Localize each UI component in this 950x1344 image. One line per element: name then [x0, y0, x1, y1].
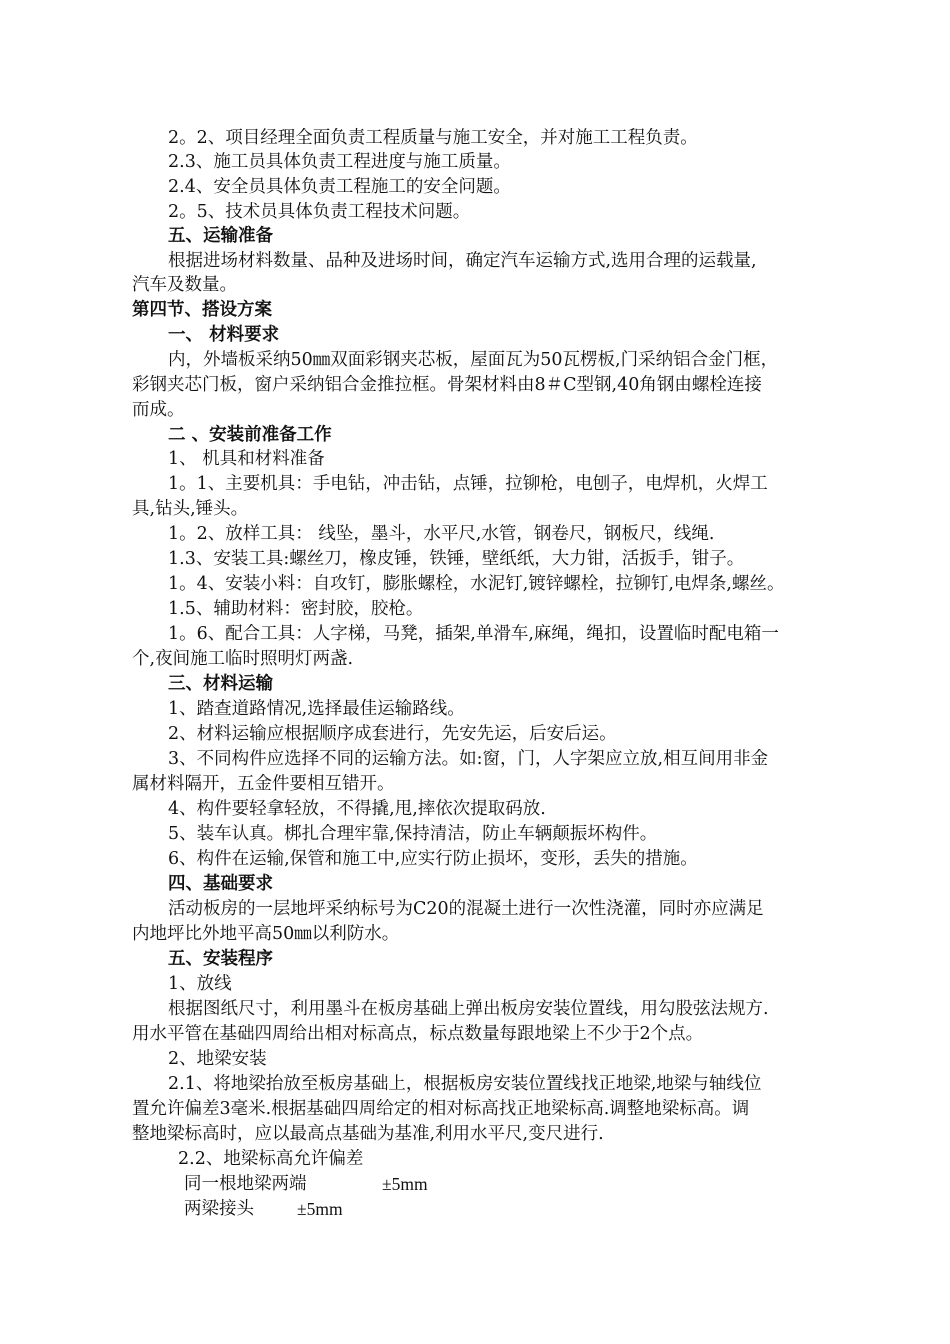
text-line: 1。6、配合工具：人字梯，马凳，插架,单滑车,麻绳，绳扣，设置临时配电箱一 [168, 624, 779, 644]
section-heading: 二 、安装前准备工作 [168, 425, 332, 445]
text-line: 1、踏查道路情况,选择最佳运输路线。 [168, 699, 465, 719]
chapter-heading: 第四节、搭设方案 [132, 300, 272, 320]
text-line: 整地梁标高时，应以最高点基础为基准,利用水平尺,变尺进行. [132, 1124, 604, 1144]
text-line: 1。1、主要机具：手电钻，冲击钻，点锤，拉铆枪，电刨子，电焊机，火焊工 [168, 474, 768, 494]
text-line: 活动板房的一层地坪采纳标号为C20的混凝土进行一次性浇灌，同时亦应满足 [168, 899, 764, 919]
text-line: 1。2、放样工具： 线坠，墨斗，水平尺,水管，钢卷尺，钢板尺，线绳. [168, 524, 715, 544]
text-line: 具,钻头,锤头。 [132, 499, 249, 519]
text-line: 2.3、施工员具体负责工程进度与施工质量。 [168, 152, 511, 172]
text-line: 4、构件要轻拿轻放，不得撬,甩,摔依次提取码放. [168, 799, 546, 819]
text-line: 2。5、技术员具体负责工程技术问题。 [168, 202, 471, 222]
text-line: 根据进场材料数量、品种及进场时间，确定汽车运输方式,选用合理的运载量, [168, 251, 757, 271]
text-line: 2.1、将地梁抬放至板房基础上，根据板房安装位置线找正地梁,地梁与轴线位 [168, 1074, 762, 1094]
text-line: 1、 机具和材料准备 [168, 449, 325, 469]
tolerance-value: ±5mm [382, 1174, 428, 1194]
text-line: 而成。 [132, 400, 185, 420]
section-heading: 三、材料运输 [168, 674, 273, 694]
text-line: 个,夜间施工临时照明灯两盏. [132, 649, 354, 669]
text-line: 2.4、安全员具体负责工程施工的安全问题。 [168, 177, 511, 197]
section-heading: 一、 材料要求 [168, 325, 280, 345]
section-heading: 五、运输准备 [168, 226, 273, 246]
text-line: 汽车及数量。 [132, 275, 237, 295]
text-line: 2.2、地梁标高允许偏差 [178, 1149, 364, 1169]
text-line: 根据图纸尺寸，利用墨斗在板房基础上弹出板房安装位置线，用勾股弦法规方. [168, 999, 769, 1019]
tolerance-label: 同一根地梁两端 [184, 1174, 307, 1194]
text-line: 内地坪比外地平高50㎜以利防水。 [132, 924, 400, 944]
text-line: 2、地梁安装 [168, 1049, 267, 1069]
tolerance-label: 两梁接头 [184, 1199, 254, 1219]
tolerance-value: ±5mm [297, 1199, 343, 1219]
text-line: 属材料隔开，五金件要相互错开。 [132, 774, 395, 794]
text-line: 3、不同构件应选择不同的运输方法。如:窗，门，人字架应立放,相互间用非金 [168, 749, 769, 769]
text-line: 1.5、辅助材料：密封胶，胶枪。 [168, 599, 424, 619]
text-line: 5、装车认真。梆扎合理牢靠,保持清洁，防止车辆颠振坏构件。 [168, 824, 658, 844]
text-line: 6、构件在运输,保管和施工中,应实行防止损坏，变形，丢失的措施。 [168, 849, 698, 869]
section-heading: 五、安装程序 [168, 949, 273, 969]
text-line: 彩钢夹芯门板，窗户采纳铝合金推拉框。骨架材料由8＃C型钢,40角钢由螺栓连接 [132, 375, 762, 395]
section-heading: 四、基础要求 [168, 874, 273, 894]
text-line: 1。4、安装小料：自攻钉，膨胀螺栓，水泥钉,镀锌螺栓，拉铆钉,电焊条,螺丝。 [168, 574, 785, 594]
text-line: 置允许偏差3毫米.根据基础四周给定的相对标高找正地梁标高.调整地梁标高。调 [132, 1099, 750, 1119]
text-line: 内，外墙板采纳50㎜双面彩钢夹芯板，屋面瓦为50瓦楞板,门采纳铝合金门框， [168, 350, 779, 370]
text-line: 用水平管在基础四周给出相对标高点，标点数量每跟地梁上不少于2个点。 [132, 1024, 704, 1044]
text-line: 2、材料运输应根据顺序成套进行，先安先运，后安后运。 [168, 724, 617, 744]
text-line: 1.3、安装工具:螺丝刀，橡皮锤，铁锤，壁纸纸，大力钳，活扳手，钳子。 [168, 549, 745, 569]
text-line: 1、放线 [168, 974, 232, 994]
text-line: 2。2、项目经理全面负责工程质量与施工安全，并对施工工程负责。 [168, 128, 698, 148]
